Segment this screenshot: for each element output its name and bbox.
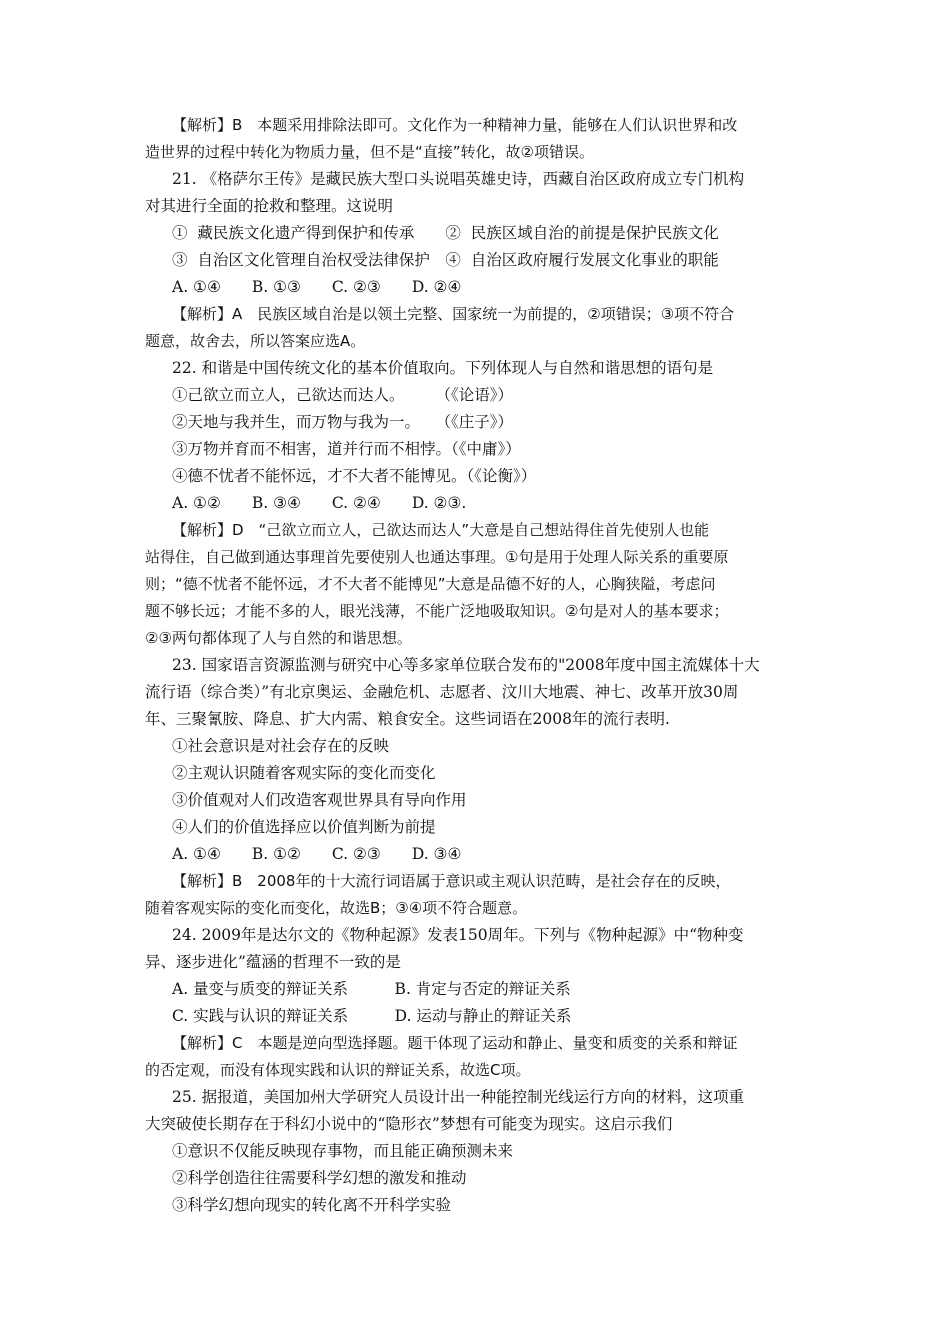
question-22-statement-4: ④德不忧者不能怀远，才不大者不能博见。（《论衡》）	[172, 467, 537, 485]
analysis-23-line-1: 【解析】B 2008年的十大流行词语属于意识或主观认识范畴，是社会存在的反映，	[172, 872, 731, 890]
question-25-statement-1: ①意识不仅能反映现存事物，而且能正确预测未来	[172, 1142, 514, 1160]
question-22-statement-2: ②天地与我并生，而万物与我为一。 （《庄子》）	[172, 413, 514, 431]
question-21-options: A. ①④ B. ①③ C. ②③ D. ②④	[172, 278, 462, 296]
analysis-23-line-2: 随着客观实际的变化而变化，故选B；③④项不符合题意。	[145, 899, 528, 917]
question-23-statement-3: ③价值观对人们改造客观世界具有导向作用	[172, 791, 467, 809]
analysis-24-line-1: 【解析】C 本题是逆向型选择题。题干体现了运动和静止、量变和质变的关系和辩证	[172, 1034, 738, 1052]
question-21-statements-1: ① 藏民族文化遗产得到保护和传承 ② 民族区域自治的前提是保护民族文化	[172, 224, 719, 242]
analysis-20-line-1: 【解析】B 本题采用排除法即可。文化作为一种精神力量，能够在人们认识世界和改	[172, 116, 738, 134]
question-23-statement-1: ①社会意识是对社会存在的反映	[172, 737, 390, 755]
question-21-line-1: 21. 《格萨尔王传》是藏民族大型口头说唱英雄史诗，西藏自治区政府成立专门机构	[172, 170, 745, 188]
question-23-statement-4: ④人们的价值选择应以价值判断为前提	[172, 818, 436, 836]
question-22-options: A. ①② B. ③④ C. ②④ D. ②③.	[172, 494, 467, 512]
analysis-24-line-2: 的否定观，而没有体现实践和认识的辩证关系，故选C项。	[145, 1061, 531, 1079]
analysis-21-line-1: 【解析】A 民族区域自治是以领土完整、国家统一为前提的，②项错误；③项不符合	[172, 305, 735, 323]
question-22-stem: 22. 和谐是中国传统文化的基本价值取向。下列体现人与自然和谐思想的语句是	[172, 359, 714, 377]
question-21-line-2: 对其进行全面的抢救和整理。这说明	[145, 197, 394, 215]
question-23-statement-2: ②主观认识随着客观实际的变化而变化	[172, 764, 436, 782]
question-21-statements-2: ③ 自治区文化管理自治权受法律保护 ④ 自治区政府履行发展文化事业的职能	[172, 251, 719, 269]
analysis-20-line-2: 造世界的过程中转化为物质力量，但不是“直接”转化，故②项错误。	[145, 143, 594, 161]
analysis-22-line-2: 站得住，自己做到通达事理首先要使别人也通达事理。①句是用于处理人际关系的重要原	[145, 548, 729, 566]
analysis-22-line-4: 题不够长远；才能不多的人，眼光浅薄，不能广泛地吸取知识。②句是对人的基本要求；	[145, 602, 729, 620]
analysis-22-line-3: 则；“德不忧者不能怀远，才不大者不能博见”大意是品德不好的人，心胸狭隘，考虑问	[145, 575, 716, 593]
question-22-statement-1: ①己欲立而立人，己欲达而达人。 （《论语》）	[172, 386, 514, 404]
question-25-statement-2: ②科学创造往往需要科学幻想的激发和推动	[172, 1169, 467, 1187]
question-25-statement-3: ③科学幻想向现实的转化离不开科学实验	[172, 1196, 452, 1214]
question-22-statement-3: ③万物并育而不相害，道并行而不相悖。（《中庸》）	[172, 440, 521, 458]
question-25-line-2: 大突破使长期存在于科幻小说中的“隐形衣”梦想有可能变为现实。这启示我们	[145, 1115, 673, 1133]
question-23-options: A. ①④ B. ①② C. ②③ D. ③④	[172, 845, 462, 863]
question-23-line-2: 流行语（综合类）”有北京奥运、金融危机、志愿者、汶川大地震、神七、改革开放30周	[145, 683, 739, 701]
question-23-line-3: 年、三聚氰胺、降息、扩大内需、粮食安全。这些词语在2008年的流行表明.	[145, 710, 670, 728]
analysis-22-line-5: ②③两句都体现了人与自然的和谐思想。	[145, 629, 412, 647]
question-24-options-2: C. 实践与认识的辩证关系 D. 运动与静止的辩证关系	[172, 1007, 572, 1025]
analysis-22-line-1: 【解析】D “己欲立而立人，己欲达而达人”大意是自己想站得住首先使别人也能	[172, 521, 710, 539]
question-23-line-1: 23. 国家语言资源监测与研究中心等多家单位联合发布的"2008年度中国主流媒体十大	[172, 656, 760, 674]
question-24-line-1: 24. 2009年是达尔文的《物种起源》发表150周年。下列与《物种起源》中“物种变	[172, 926, 744, 944]
question-24-line-2: 异、逐步进化”蕴涵的哲理不一致的是	[145, 953, 401, 971]
question-25-line-1: 25. 据报道，美国加州大学研究人员设计出一种能控制光线运行方向的材料，这项重	[172, 1088, 745, 1106]
analysis-21-line-2: 题意，故舍去，所以答案应选A。	[145, 332, 366, 350]
question-24-options-1: A. 量变与质变的辩证关系 B. 肯定与否定的辩证关系	[172, 980, 571, 998]
